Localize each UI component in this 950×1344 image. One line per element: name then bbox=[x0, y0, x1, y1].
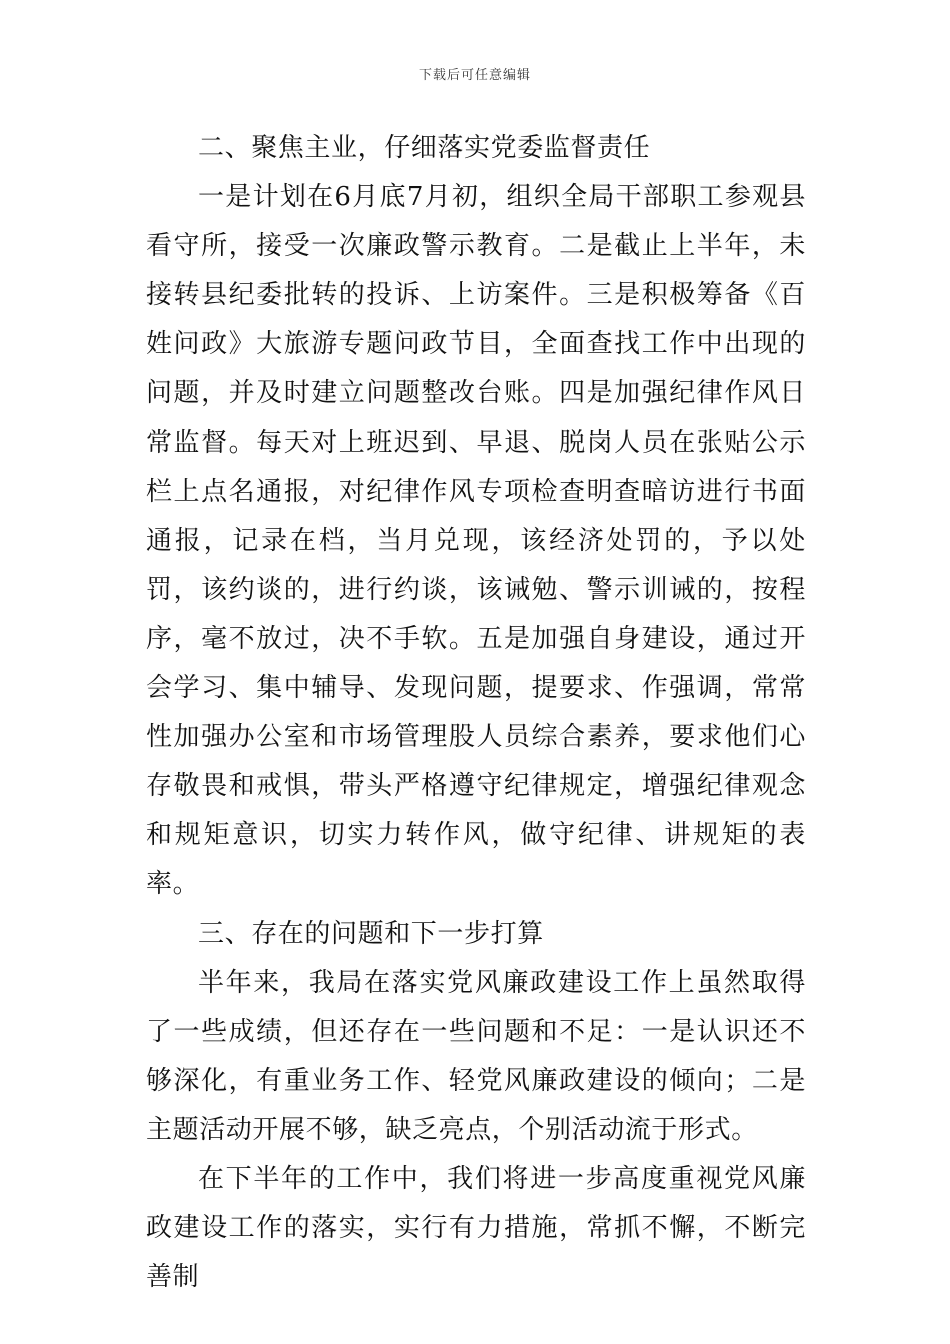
paragraph-problems: 半年来，我局在落实党风廉政建设工作上虽然取得了一些成绩，但还存在一些问题和不足：一是认识还不够深化，有重业务工作、轻党风廉政建设的倾向；二是主题活动开展不够，缺乏亮点，个别活动流于形式。 bbox=[146, 967, 806, 1145]
document-body bbox=[146, 124, 806, 1302]
header-note: 下载后可任意编辑 bbox=[418, 68, 531, 83]
section-heading-3: 三、存在的问题和下一步打算 bbox=[198, 918, 544, 949]
paragraph-supervision-details: 一是计划在6月底7月初，组织全局干部职工参观县看守所，接受一次廉政警示教育。二是截止上半年，未接转县纪委批转的投诉、上访案件。三是积极筹备《百姓问政》大旅游专题问政节目，全面查找工作中出现的问题，并及时建立问题整改台账。四是加强纪律作风日常监督。每天对上班迟到、早退、脱岗人员在张贴公示栏上点名通报，对纪律作风专项检查明查暗访进行书面通报，记录在档，当月兑现，该经济处罚的，予以处罚，该约谈的，进行约谈，该诫勉、警示训诫的，按程序，毫不放过，决不手软。五是加强自身建设，通过开会学习、集中辅导、发现问题，提要求、作强调，常常性加强办公室和市场管理股人员综合素养，要求他们心存敬畏和戒惧，带头严格遵守纪律规定，增强纪律观念和规矩意识，切实力转作风，做守纪律、讲规矩的表率。 bbox=[146, 182, 806, 900]
section-heading-2: 二、聚焦主业，仔细落实党委监督责任 bbox=[198, 133, 651, 163]
paragraph-next-steps: 在下半年的工作中，我们将进一步高度重视党风廉政建设工作的落实，实行有力措施，常抓不懈，不断完善制 bbox=[146, 1163, 806, 1293]
